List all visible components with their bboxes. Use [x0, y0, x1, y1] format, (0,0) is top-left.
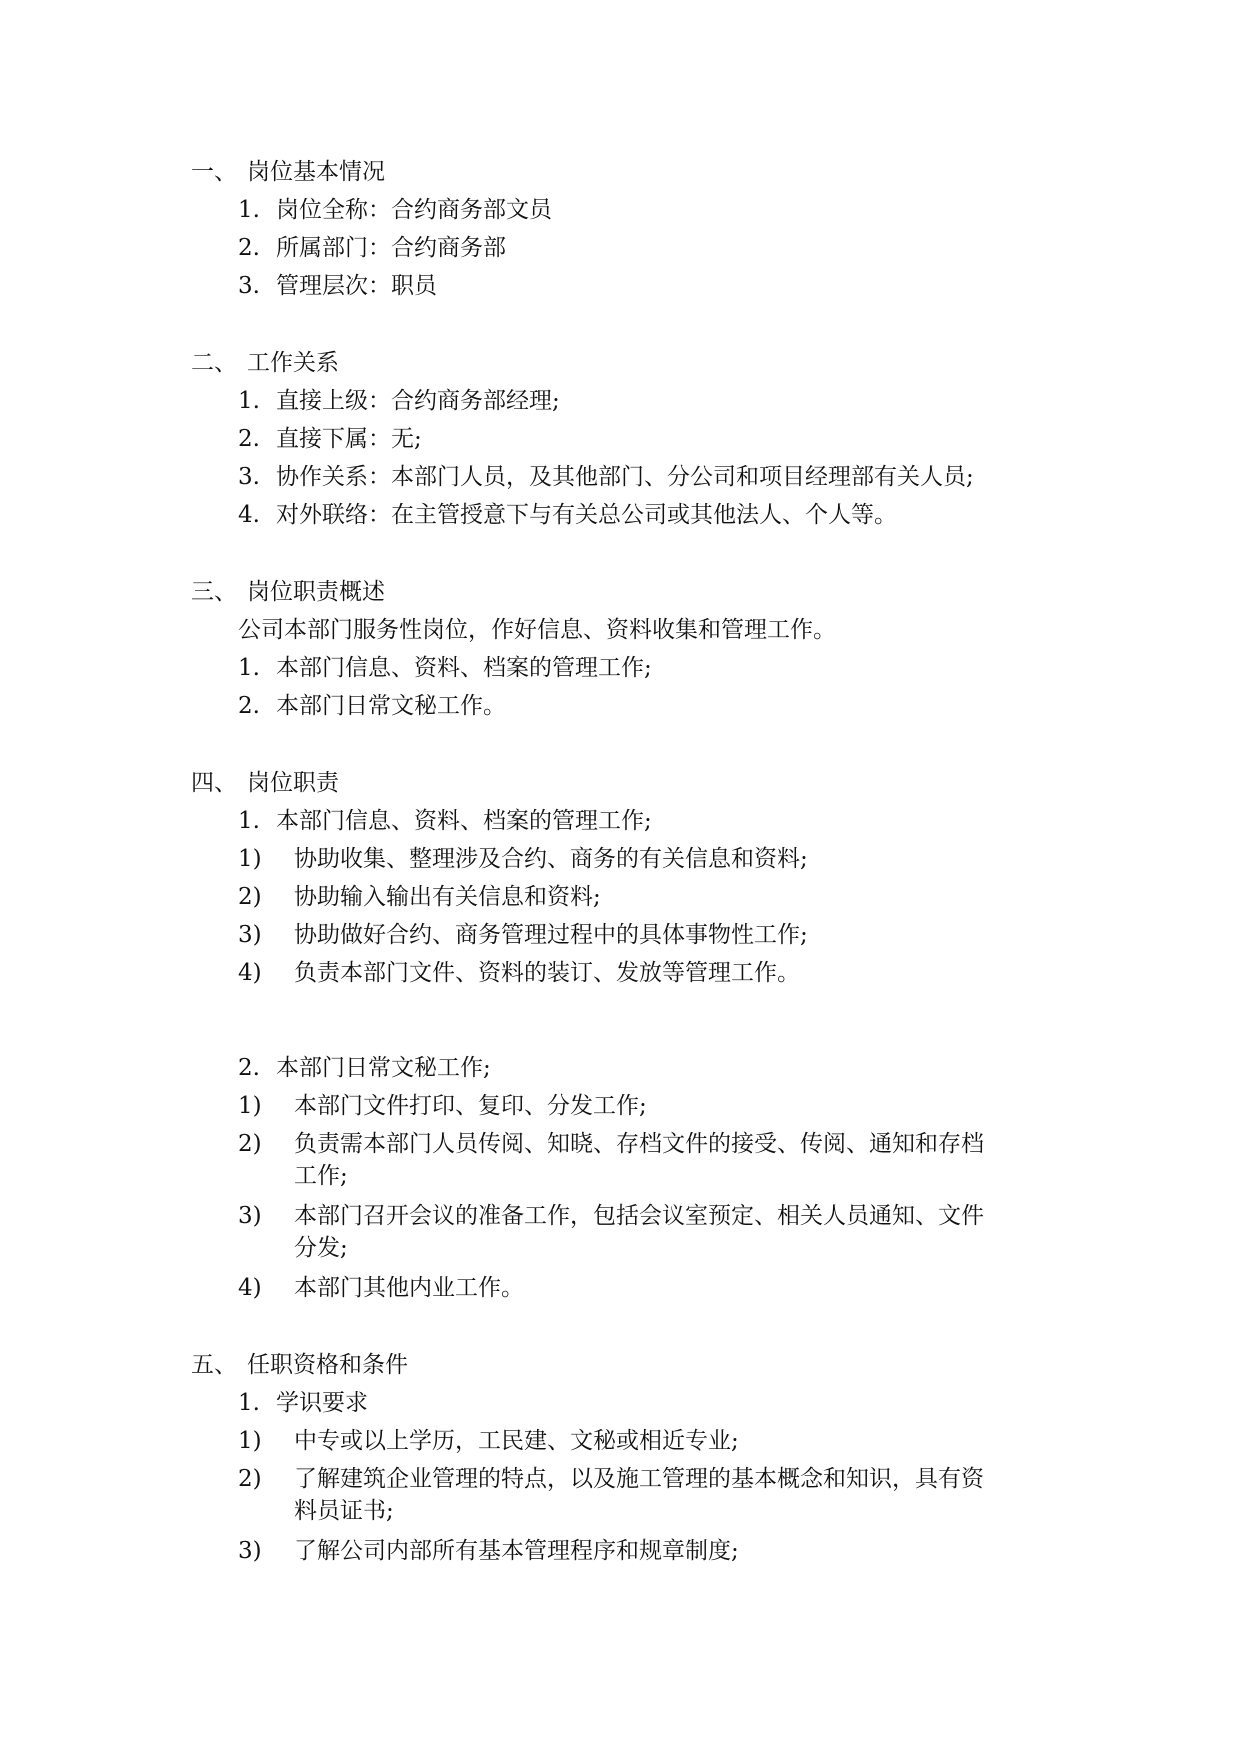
section-number: 五、 [191, 1352, 237, 1378]
sub-item-number: 1) [238, 1093, 262, 1119]
sub-item [238, 1426, 739, 1456]
item-number: 2. [238, 426, 260, 452]
item-number: 3. [238, 464, 260, 490]
sub-item-number: 1) [238, 1428, 262, 1454]
sub-item [238, 1201, 984, 1231]
sub-item-continuation: 分发; [294, 1235, 348, 1261]
section-number: 四、 [191, 770, 237, 796]
sub-item [238, 882, 601, 912]
section-title: 任职资格和条件 [247, 1352, 408, 1378]
sub-item-text: 协助做好合约、商务管理过程中的具体事物性工作; [294, 922, 808, 948]
item-number: 4. [238, 502, 260, 528]
item-text: 本部门日常文秘工作; [276, 1055, 491, 1081]
item-number: 1. [238, 1390, 260, 1416]
sub-item [238, 920, 808, 950]
sub-item-text: 负责本部门文件、资料的装订、发放等管理工作。 [294, 960, 800, 986]
section-heading [191, 348, 339, 378]
sub-item-number: 3) [238, 922, 262, 948]
item-text: 本部门信息、资料、档案的管理工作; [276, 655, 652, 681]
sub-item-text: 负责需本部门人员传阅、知晓、存档文件的接受、传阅、通知和存档 [294, 1131, 984, 1157]
section-heading [191, 157, 385, 187]
sub-item [238, 1273, 524, 1303]
item-text: 管理层次：职员 [276, 273, 437, 299]
section-title: 岗位职责 [247, 770, 339, 796]
list-item [238, 806, 652, 836]
section-number: 一、 [191, 159, 237, 185]
list-item [238, 1388, 368, 1418]
sub-item-text: 协助输入输出有关信息和资料; [294, 884, 601, 910]
list-item [238, 691, 506, 721]
list-item [238, 500, 897, 530]
item-number: 1. [238, 655, 260, 681]
sub-item [238, 958, 800, 988]
section-title: 岗位职责概述 [247, 579, 385, 605]
sub-item-number: 2) [238, 1466, 262, 1492]
sub-item [238, 844, 808, 874]
list-item [238, 233, 506, 263]
item-text: 本部门信息、资料、档案的管理工作; [276, 808, 652, 834]
item-text: 直接上级：合约商务部经理; [276, 388, 560, 414]
list-item [238, 653, 652, 683]
sub-item [238, 1091, 647, 1121]
list-item [238, 424, 422, 454]
list-item [238, 462, 974, 492]
section-heading [191, 577, 385, 607]
list-item [238, 195, 552, 225]
sub-item-number: 4) [238, 960, 262, 986]
sub-item-number: 1) [238, 846, 262, 872]
item-number: 2. [238, 235, 260, 261]
item-text: 所属部门：合约商务部 [276, 235, 506, 261]
item-text: 对外联络：在主管授意下与有关总公司或其他法人、个人等。 [276, 502, 897, 528]
sub-item-text: 了解公司内部所有基本管理程序和规章制度; [294, 1538, 739, 1564]
list-item [238, 271, 437, 301]
section-title: 岗位基本情况 [247, 159, 385, 185]
sub-item-text: 本部门其他内业工作。 [294, 1275, 524, 1301]
sub-item [238, 1464, 984, 1494]
item-text: 岗位全称：合约商务部文员 [276, 197, 552, 223]
item-number: 1. [238, 808, 260, 834]
sub-item [238, 1536, 739, 1566]
section-number: 二、 [191, 350, 237, 376]
section-intro: 公司本部门服务性岗位，作好信息、资料收集和管理工作。 [238, 617, 836, 643]
section-title: 工作关系 [247, 350, 339, 376]
sub-item-number: 3) [238, 1538, 262, 1564]
item-text: 学识要求 [276, 1390, 368, 1416]
item-text: 协作关系：本部门人员，及其他部门、分公司和项目经理部有关人员; [276, 464, 974, 490]
item-text: 直接下属：无; [276, 426, 422, 452]
sub-item [238, 1129, 984, 1159]
sub-item-number: 4) [238, 1275, 262, 1301]
section-heading [191, 768, 339, 798]
item-text: 本部门日常文秘工作。 [276, 693, 506, 719]
sub-item-text: 本部门文件打印、复印、分发工作; [294, 1093, 647, 1119]
item-number: 3. [238, 273, 260, 299]
sub-item-text: 本部门召开会议的准备工作，包括会议室预定、相关人员通知、文件 [294, 1203, 984, 1229]
sub-item-number: 2) [238, 884, 262, 910]
section-number: 三、 [191, 579, 237, 605]
item-number: 2. [238, 1055, 260, 1081]
section-heading [191, 1350, 408, 1380]
sub-item-continuation: 工作; [294, 1163, 348, 1189]
sub-item-number: 2) [238, 1131, 262, 1157]
sub-item-number: 3) [238, 1203, 262, 1229]
sub-item-continuation: 料员证书; [294, 1498, 394, 1524]
sub-item-text: 协助收集、整理涉及合约、商务的有关信息和资料; [294, 846, 808, 872]
item-number: 2. [238, 693, 260, 719]
list-item [238, 1053, 491, 1083]
sub-item-text: 中专或以上学历，工民建、文秘或相近专业; [294, 1428, 739, 1454]
sub-item-text: 了解建筑企业管理的特点，以及施工管理的基本概念和知识，具有资 [294, 1466, 984, 1492]
item-number: 1. [238, 388, 260, 414]
list-item [238, 386, 560, 416]
item-number: 1. [238, 197, 260, 223]
